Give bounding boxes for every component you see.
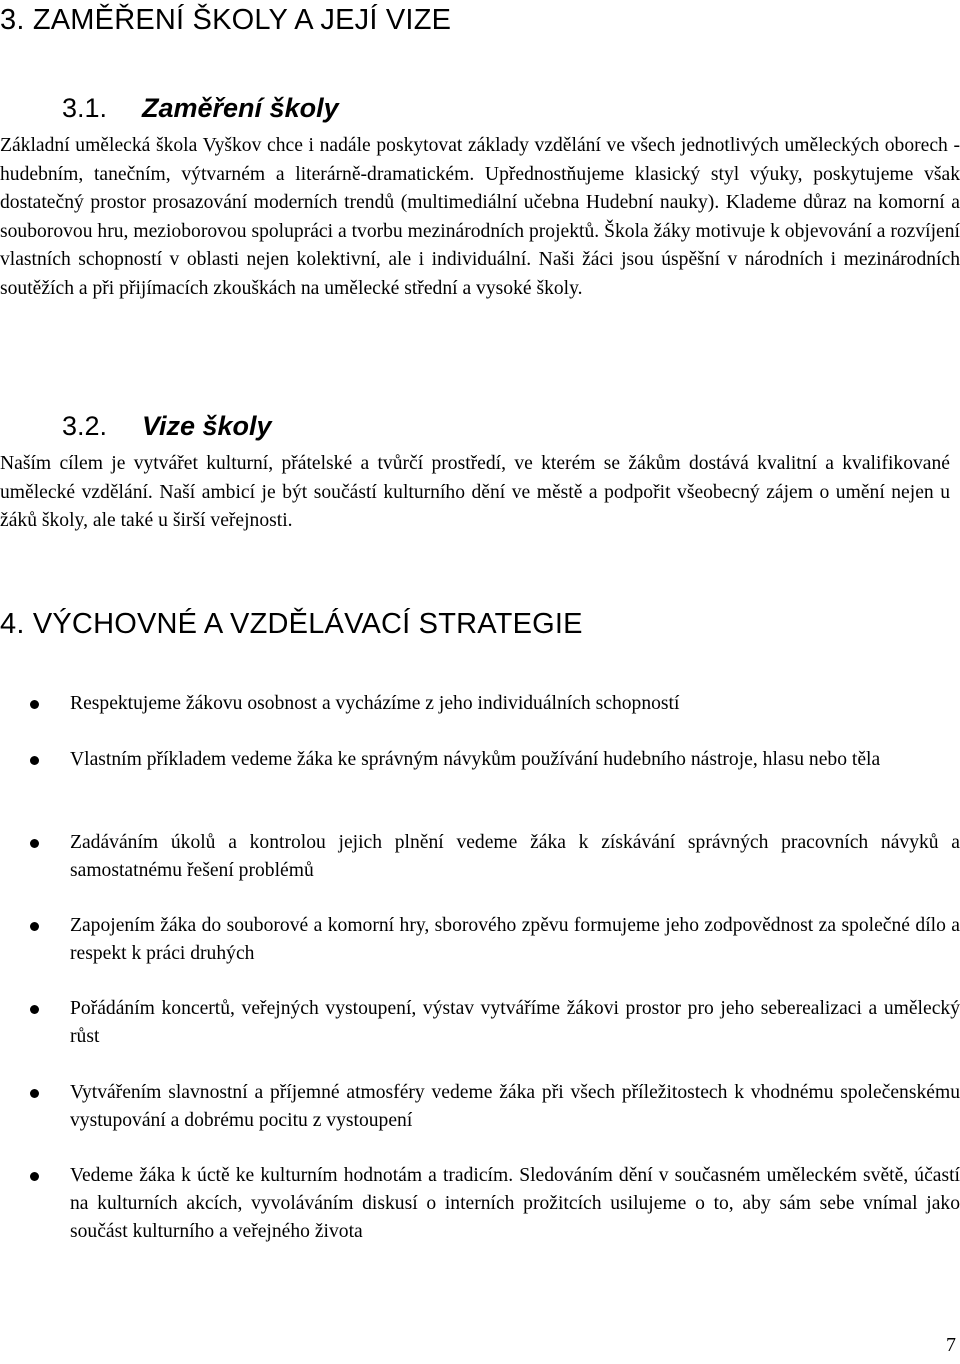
bullet-icon (30, 700, 39, 709)
bullet-icon (30, 756, 39, 765)
section-3-title: 3. ZAMĚŘENÍ ŠKOLY A JEJÍ VIZE (0, 4, 452, 36)
section-4-title: 4. VÝCHOVNÉ A VZDĚLÁVACÍ STRATEGIE (0, 608, 583, 640)
bullet-icon (30, 1089, 39, 1098)
list-item (70, 746, 960, 774)
list-item-text: Zapojením žáka do souborové a komorní hry, sborového zpěvu formujeme jeho zodpovědnost za společné dílo a respekt k práci druhých (70, 915, 960, 964)
list-item-text: Vytvářením slavnostní a příjemné atmosféry vedeme žáka při všech příležitostech k vhodnému společenskému vystupování a dobrému pocitu z vystoupení (70, 1082, 960, 1131)
bullet-icon (30, 1172, 39, 1181)
subsection-3-2-paragraph: Naším cílem je vytvářet kulturní, přátelské a tvůrčí prostředí, ve kterém se žákům dostává kvalitní a kvalifikované umělecké vzdělání. Naší ambicí je být součástí kulturního dění ve městě a podpořit všeobecný zájem o umění nejen u žáků školy, ale také u širší veřejnosti. (0, 453, 950, 531)
bullet-icon (30, 1005, 39, 1014)
list-item-text: Zadáváním úkolů a kontrolou jejich plnění vedeme žáka k získávání správných pracovních návyků a samostatnému řešení problémů (70, 832, 960, 881)
strategy-list (70, 0, 960, 1364)
list-item-text: Vedeme žáka k úctě ke kulturním hodnotám a tradicím. Sledováním dění v současném uměleckém světě, účastí na kulturních akcích, vyvoláváním diskusí o interních prožitcích usilujeme o to, aby sám sebe vnímal jako součást kulturního a veřejného života (70, 1165, 960, 1242)
subsection-3-1-title: Zaměření školy (142, 93, 339, 123)
subsection-3-1-number: 3.1. (62, 93, 108, 123)
subsection-3-1-paragraph: Základní umělecká škola Vyškov chce i nadále poskytovat základy vzdělání ve všech jednotlivých uměleckých oborech - hudebním, tanečním, výtvarném a literárně-dramatickém. Upřednostňujeme klasický styl výuky, poskytujeme však dostatečný prostor prosazování moderních trendů (multimediální učebna Hudební nauky). Klademe důraz na komorní a souborovou hru, mezioborovou spolupráci a tvorbu mezinárodních projektů. Škola žáky motivuje k objevování a rozvíjení vlastních schopností v oblasti nejen kolektivní, ale i individuální. Naši žáci jsou úspěšní v národních i mezinárodních soutěžích a při přijímacích zkouškách na umělecké střední a vysoké školy. (0, 135, 960, 299)
list-item (70, 912, 960, 968)
bullet-icon (30, 922, 39, 931)
list-item-text: Respektujeme žákovu osobnost a vycházíme z jeho individuálních schopností (70, 693, 680, 714)
list-item (70, 995, 960, 1051)
subsection-3-2-title: Vize školy (142, 411, 272, 441)
page-number: 7 (946, 1334, 956, 1356)
list-item (70, 1162, 960, 1246)
list-item (70, 1079, 960, 1135)
subsection-3-2-number: 3.2. (62, 411, 108, 441)
list-item (70, 690, 960, 718)
bullet-icon (30, 839, 39, 848)
list-item (70, 829, 960, 885)
list-item-text: Vlastním příkladem vedeme žáka ke správným návykům používání hudebního nástroje, hlasu nebo těla (70, 749, 881, 770)
list-item-text: Pořádáním koncertů, veřejných vystoupení, výstav vytváříme žákovi prostor pro jeho seberealizaci a umělecký růst (70, 998, 960, 1047)
